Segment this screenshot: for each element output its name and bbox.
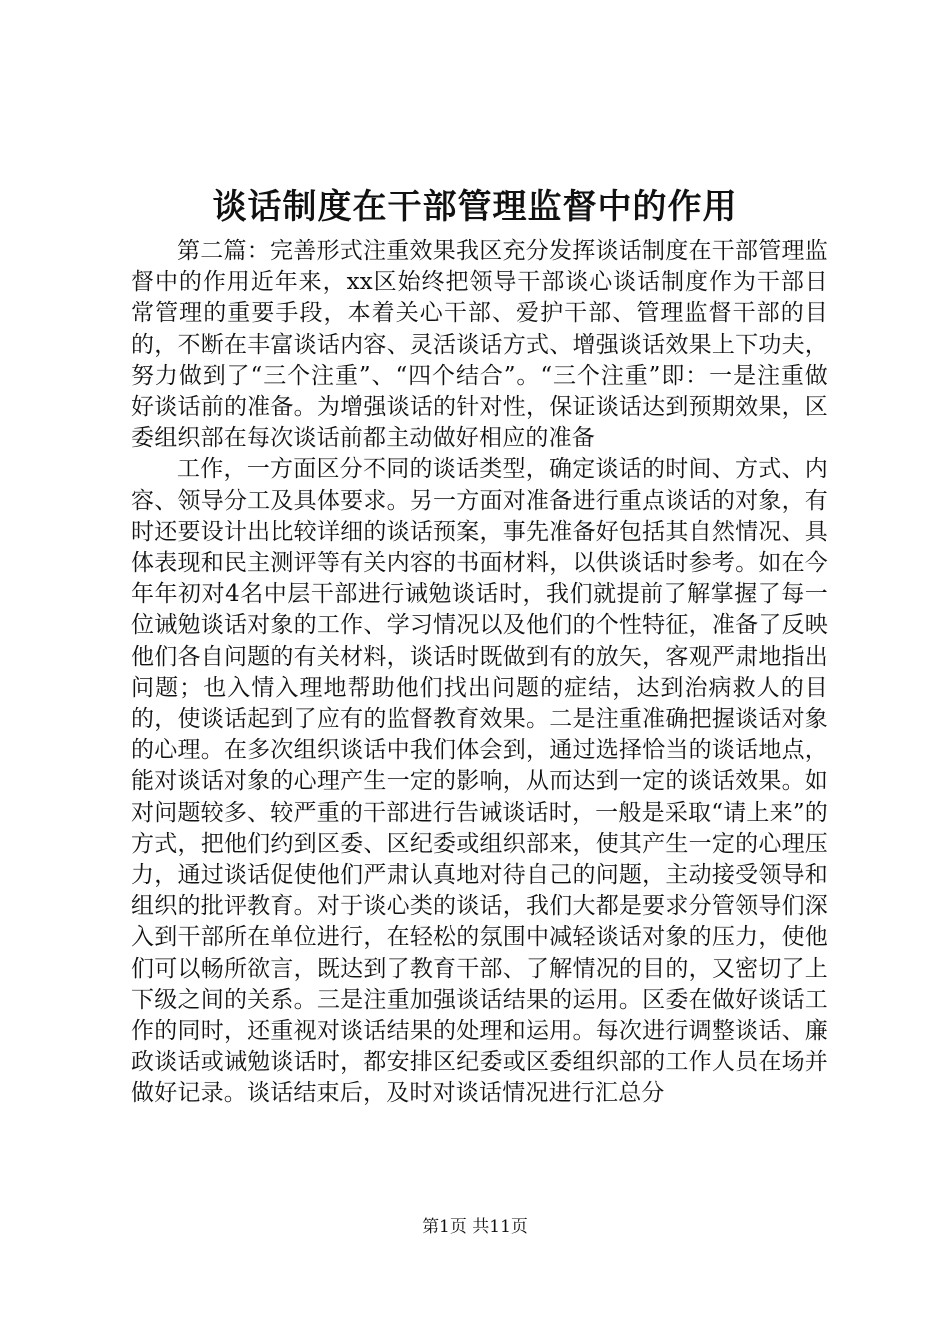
document-body	[131, 236, 828, 1110]
document-title: 谈话制度在干部管理监督中的作用	[212, 187, 738, 227]
paragraph-2: 工作，一方面区分不同的谈话类型，确定谈话的时间、方式、内容、领导分工及具体要求。另一方面对准备进行重点谈话的对象，有时还要设计出比较详细的谈话预案，事先准备好包括其自然情况、具体表现和民主测评等有关内容的书面材料，以供谈话时参考。如在今年年初对4名中层干部进行诫勉谈话时，我们就提前了解掌握了每一位诫勉谈话对象的工作、学习情况以及他们的个性特征，准备了反映他们各自问题的有关材料，谈话时既做到有的放矢，客观严肃地指出问题；也入情入理地帮助他们找出问题的症结，达到治病救人的目的，使谈话起到了应有的监督教育效果。二是注重准确把握谈话对象的心理。在多次组织谈话中我们体会到，通过选择恰当的谈话地点，能对谈话对象的心理产生一定的影响，从而达到一定的谈话效果。如对问题较多、较严重的干部进行告诫谈话时，一般是采取“请上来”的方式，把他们约到区委、区纪委或组织部来，使其产生一定的心理压力，通过谈话促使他们严肃认真地对待自己的问题，主动接受领导和组织的批评教育。对于谈心类的谈话，我们大都是要求分管领导们深入到干部所在单位进行，在轻松的氛围中减轻谈话对象的压力，使他们可以畅所欲言，既达到了教育干部、了解情况的目的，又密切了上下级之间的关系。三是注重加强谈话结果的运用。区委在做好谈话工作的同时，还重视对谈话结果的处理和运用。每次进行调整谈话、廉政谈话或诫勉谈话时，都安排区纪委或区委组织部的工作人员在场并做好记录。谈话结束后，及时对谈话情况进行汇总分	[131, 456, 828, 1107]
page-number-footer: 第1页 共11页	[422, 1217, 528, 1237]
paragraph-1: 第二篇：完善形式注重效果我区充分发挥谈话制度在干部管理监督中的作用近年来，xx区始终把领导干部谈心谈话制度作为干部日常管理的重要手段，本着关心干部、爱护干部、管理监督干部的目的，不断在丰富谈话内容、灵活谈话方式、增强谈话效果上下功夫，努力做到了“三个注重”、“四个结合”。“三个注重”即：一是注重做好谈话前的准备。为增强谈话的针对性，保证谈话达到预期效果，区委组织部在每次谈话前都主动做好相应的准备	[131, 238, 828, 452]
